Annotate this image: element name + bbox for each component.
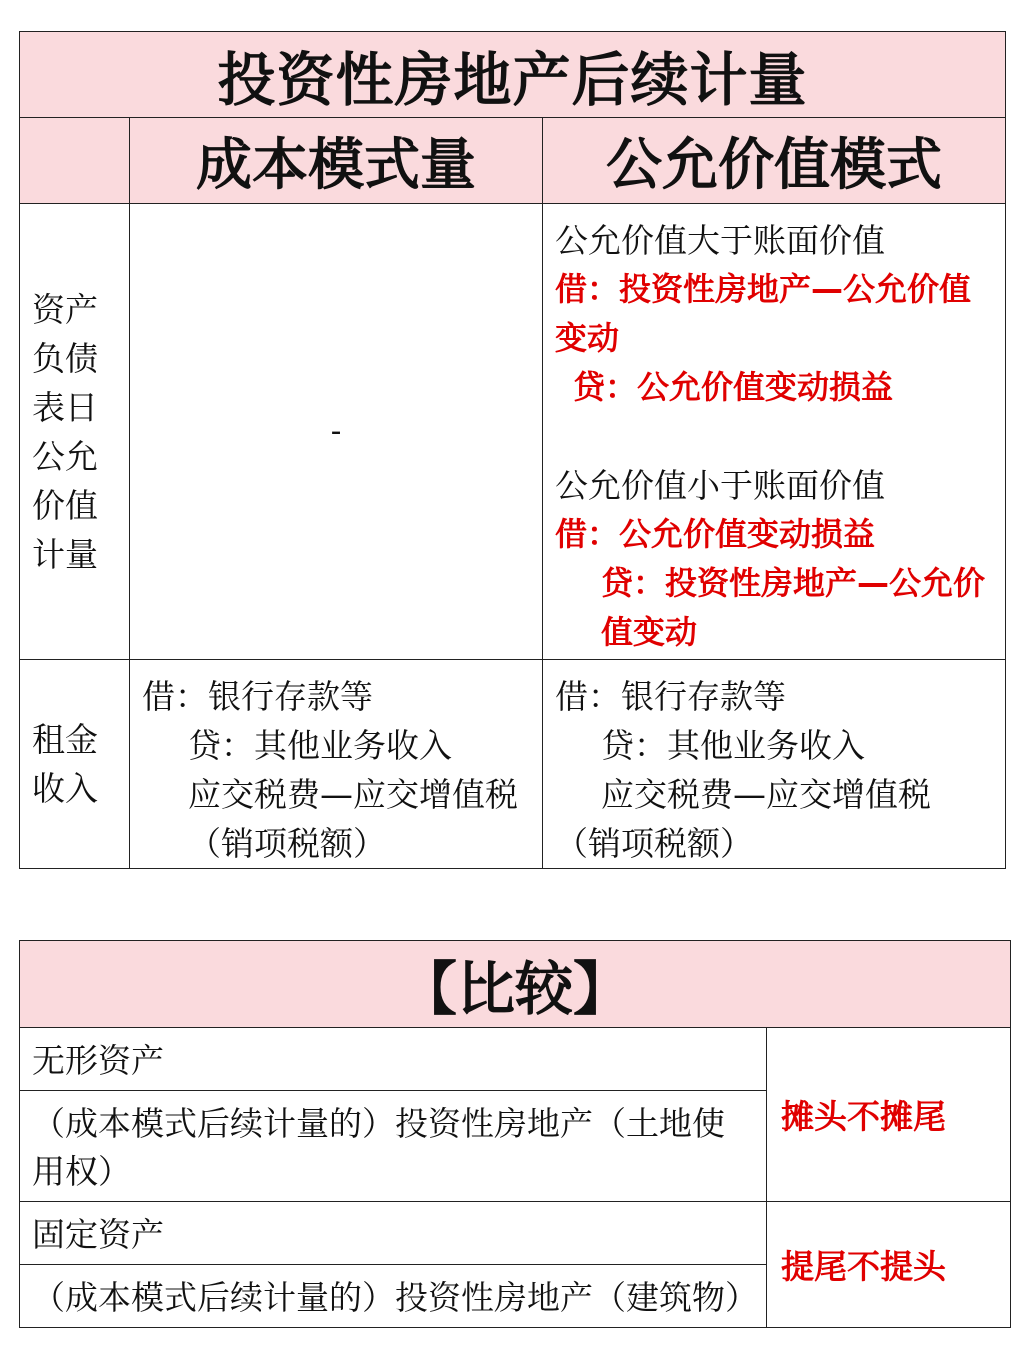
subsequent-measurement-table (19, 31, 1006, 869)
journal-entry-line: 借：投资性房地产—公允价值变动 (555, 270, 972, 357)
text-line: 贷：其他业务收入 (601, 726, 865, 765)
header-blank (20, 118, 130, 204)
journal-entry-line: 贷：投资性房地产—公允价值变动 (601, 564, 986, 651)
comparison-item: （成本模式后续计量的）投资性房地产（土地使用权） (20, 1091, 767, 1202)
comparison-title: 【比较】 (20, 941, 1011, 1028)
text-line: 贷：其他业务收入 (188, 726, 452, 765)
comparison-tag-depreciate: 提尾不提头 (767, 1202, 1011, 1328)
text-line: 借：银行存款等 (555, 677, 786, 716)
cost-model-balance-sheet-cell: - (130, 204, 543, 660)
row-label-text: 租金收入 (32, 720, 98, 808)
fair-value-balance-sheet-cell (543, 204, 1006, 660)
comparison-tag-amortize: 摊头不摊尾 (767, 1028, 1011, 1202)
text-line: 公允价值小于账面价值 (555, 466, 885, 505)
row-label-text: 资产负债表日公允价值计量 (32, 289, 98, 574)
row-label-rent-income (20, 660, 130, 869)
header-fair-value-model: 公允价值模式 (543, 118, 1006, 204)
text-line: （销项税额） (555, 824, 753, 863)
text-line: 借：银行存款等 (142, 677, 373, 716)
blank-line (555, 412, 995, 461)
text-line: 公允价值大于账面价值 (555, 221, 885, 260)
header-cost-model: 成本模式量 (130, 118, 543, 204)
comparison-item: （成本模式后续计量的）投资性房地产（建筑物） (20, 1265, 767, 1328)
text-line: 应交税费—应交增值税（销项税额） (188, 775, 518, 863)
fair-value-rent-cell (543, 660, 1006, 869)
text-line: 应交税费—应交增值税 (601, 775, 931, 814)
comparison-item: 固定资产 (20, 1202, 767, 1265)
journal-entry-line: 借：公允价值变动损益 (555, 515, 876, 553)
journal-entry-line: 贷：公允价值变动损益 (573, 368, 894, 406)
row-label-balance-sheet-date (20, 204, 130, 660)
comparison-table (19, 940, 1011, 1328)
comparison-item: 无形资产 (20, 1028, 767, 1091)
cost-model-rent-cell (130, 660, 543, 869)
table-title: 投资性房地产后续计量 (20, 32, 1006, 118)
